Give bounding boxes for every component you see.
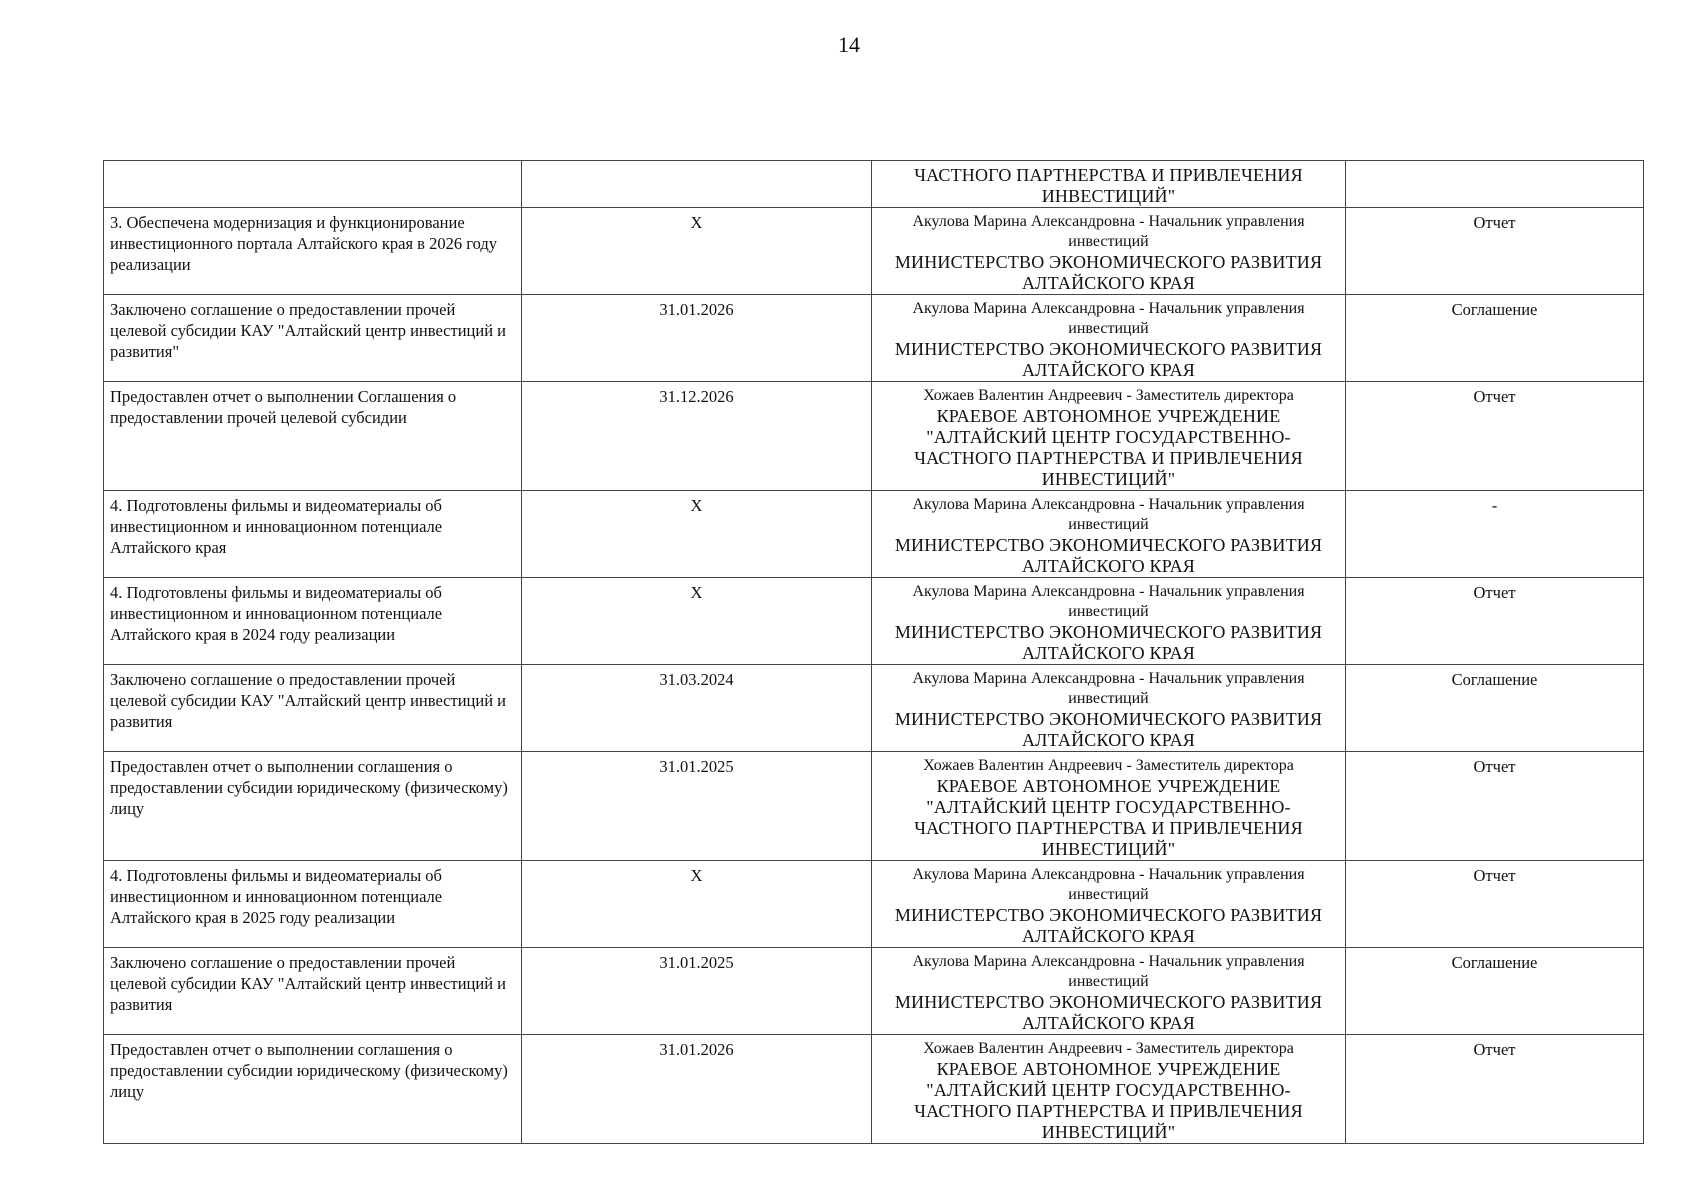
table-row [104,161,1644,208]
responsible-organization: КРАЕВОЕ АВТОНОМНОЕ УЧРЕЖДЕНИЕ "АЛТАЙСКИЙ ЦЕНТР ГОСУДАРСТВЕННО-ЧАСТНОГО ПАРТНЕРСТВА И ПРИВЛЕЧЕНИЯ ИНВЕСТИЦИЙ" [914,406,1303,489]
table-row [104,861,1644,948]
responsible-organization: МИНИСТЕРСТВО ЭКОНОМИЧЕСКОГО РАЗВИТИЯ АЛТАЙСКОГО КРАЯ [894,339,1323,380]
responsible-cell [872,161,1346,208]
measure-description: Заключено соглашение о предоставлении прочей целевой субсидии КАУ "Алтайский центр инвестиций и развития [104,948,522,1035]
completion-date: X [522,861,872,948]
responsible-cell [872,752,1346,861]
document-type: Отчет [1346,861,1644,948]
document-type: Отчет [1346,208,1644,295]
responsible-organization: КРАЕВОЕ АВТОНОМНОЕ УЧРЕЖДЕНИЕ "АЛТАЙСКИЙ ЦЕНТР ГОСУДАРСТВЕННО-ЧАСТНОГО ПАРТНЕРСТВА И ПРИВЛЕЧЕНИЯ ИНВЕСТИЦИЙ" [914,1059,1303,1142]
document-type: Отчет [1346,752,1644,861]
responsible-organization: КРАЕВОЕ АВТОНОМНОЕ УЧРЕЖДЕНИЕ "АЛТАЙСКИЙ ЦЕНТР ГОСУДАРСТВЕННО-ЧАСТНОГО ПАРТНЕРСТВА И ПРИВЛЕЧЕНИЯ ИНВЕСТИЦИЙ" [914,776,1303,859]
responsible-organization: МИНИСТЕРСТВО ЭКОНОМИЧЕСКОГО РАЗВИТИЯ АЛТАЙСКОГО КРАЯ [894,905,1323,946]
table-row [104,578,1644,665]
completion-date: 31.03.2024 [522,665,872,752]
responsible-cell [872,491,1346,578]
measure-description: 4. Подготовлены фильмы и видеоматериалы об инвестиционном и инновационном потенциале Алтайского края в 2024 году реализации [104,578,522,665]
document-type: Отчет [1346,578,1644,665]
document-type: Отчет [1346,382,1644,491]
completion-date: 31.12.2026 [522,382,872,491]
measure-description: Заключено соглашение о предоставлении прочей целевой субсидии КАУ "Алтайский центр инвестиций и развития [104,665,522,752]
responsible-person: Акулова Марина Александровна - Начальник управления инвестиций [912,213,1305,250]
completion-date: X [522,491,872,578]
measure-description: Предоставлен отчет о выполнении Соглашения о предоставлении прочей целевой субсидии [104,382,522,491]
responsible-person: Акулова Марина Александровна - Начальник управления инвестиций [912,953,1305,990]
measure-description: 4. Подготовлены фильмы и видеоматериалы об инвестиционном и инновационном потенциале Алтайского края в 2025 году реализации [104,861,522,948]
responsible-cell [872,948,1346,1035]
responsible-person: Акулова Марина Александровна - Начальник управления инвестиций [912,300,1305,337]
table-row [104,948,1644,1035]
document-type: Соглашение [1346,948,1644,1035]
table-row [104,1035,1644,1144]
completion-date [522,161,872,208]
responsible-person: Акулова Марина Александровна - Начальник управления инвестиций [912,583,1305,620]
measure-description: Предоставлен отчет о выполнении соглашения о предоставлении субсидии юридическому (физическому) лицу [104,1035,522,1144]
responsible-person: Хожаев Валентин Андреевич - Заместитель директора [923,387,1294,404]
responsible-organization: МИНИСТЕРСТВО ЭКОНОМИЧЕСКОГО РАЗВИТИЯ АЛТАЙСКОГО КРАЯ [894,252,1323,293]
table-row [104,491,1644,578]
page-number: 14 [838,32,860,57]
responsible-cell [872,578,1346,665]
document-type: Соглашение [1346,665,1644,752]
measure-description [104,161,522,208]
responsible-person: Акулова Марина Александровна - Начальник управления инвестиций [912,866,1305,903]
completion-date: X [522,208,872,295]
responsible-organization: МИНИСТЕРСТВО ЭКОНОМИЧЕСКОГО РАЗВИТИЯ АЛТАЙСКОГО КРАЯ [894,622,1323,663]
responsible-organization: МИНИСТЕРСТВО ЭКОНОМИЧЕСКОГО РАЗВИТИЯ АЛТАЙСКОГО КРАЯ [894,709,1323,750]
completion-date: 31.01.2026 [522,295,872,382]
responsible-person: Хожаев Валентин Андреевич - Заместитель директора [923,1040,1294,1057]
responsible-cell [872,1035,1346,1144]
measure-description: 3. Обеспечена модернизация и функционирование инвестиционного портала Алтайского края в 2026 году реализации [104,208,522,295]
responsible-cell [872,382,1346,491]
responsible-person: Акулова Марина Александровна - Начальник управления инвестиций [912,670,1305,707]
completion-date: 31.01.2026 [522,1035,872,1144]
measure-description: Предоставлен отчет о выполнении соглашения о предоставлении субсидии юридическому (физическому) лицу [104,752,522,861]
responsible-cell [872,208,1346,295]
table-row [104,752,1644,861]
table-row [104,665,1644,752]
responsible-organization: МИНИСТЕРСТВО ЭКОНОМИЧЕСКОГО РАЗВИТИЯ АЛТАЙСКОГО КРАЯ [894,992,1323,1033]
responsible-organization: ЧАСТНОГО ПАРТНЕРСТВА И ПРИВЛЕЧЕНИЯ ИНВЕСТИЦИЙ" [914,165,1303,206]
table-row [104,382,1644,491]
responsible-person: Хожаев Валентин Андреевич - Заместитель директора [923,757,1294,774]
completion-date: 31.01.2025 [522,948,872,1035]
responsible-cell [872,861,1346,948]
responsible-organization: МИНИСТЕРСТВО ЭКОНОМИЧЕСКОГО РАЗВИТИЯ АЛТАЙСКОГО КРАЯ [894,535,1323,576]
completion-date: 31.01.2025 [522,752,872,861]
document-type [1346,161,1644,208]
responsible-person: Акулова Марина Александровна - Начальник управления инвестиций [912,496,1305,533]
document-type: Отчет [1346,1035,1644,1144]
measures-table [103,160,1644,1144]
document-type: - [1346,491,1644,578]
table-row [104,295,1644,382]
measure-description: Заключено соглашение о предоставлении прочей целевой субсидии КАУ "Алтайский центр инвестиций и развития" [104,295,522,382]
completion-date: X [522,578,872,665]
measure-description: 4. Подготовлены фильмы и видеоматериалы об инвестиционном и инновационном потенциале Алтайского края [104,491,522,578]
responsible-cell [872,295,1346,382]
table-row [104,208,1644,295]
responsible-cell [872,665,1346,752]
document-type: Соглашение [1346,295,1644,382]
